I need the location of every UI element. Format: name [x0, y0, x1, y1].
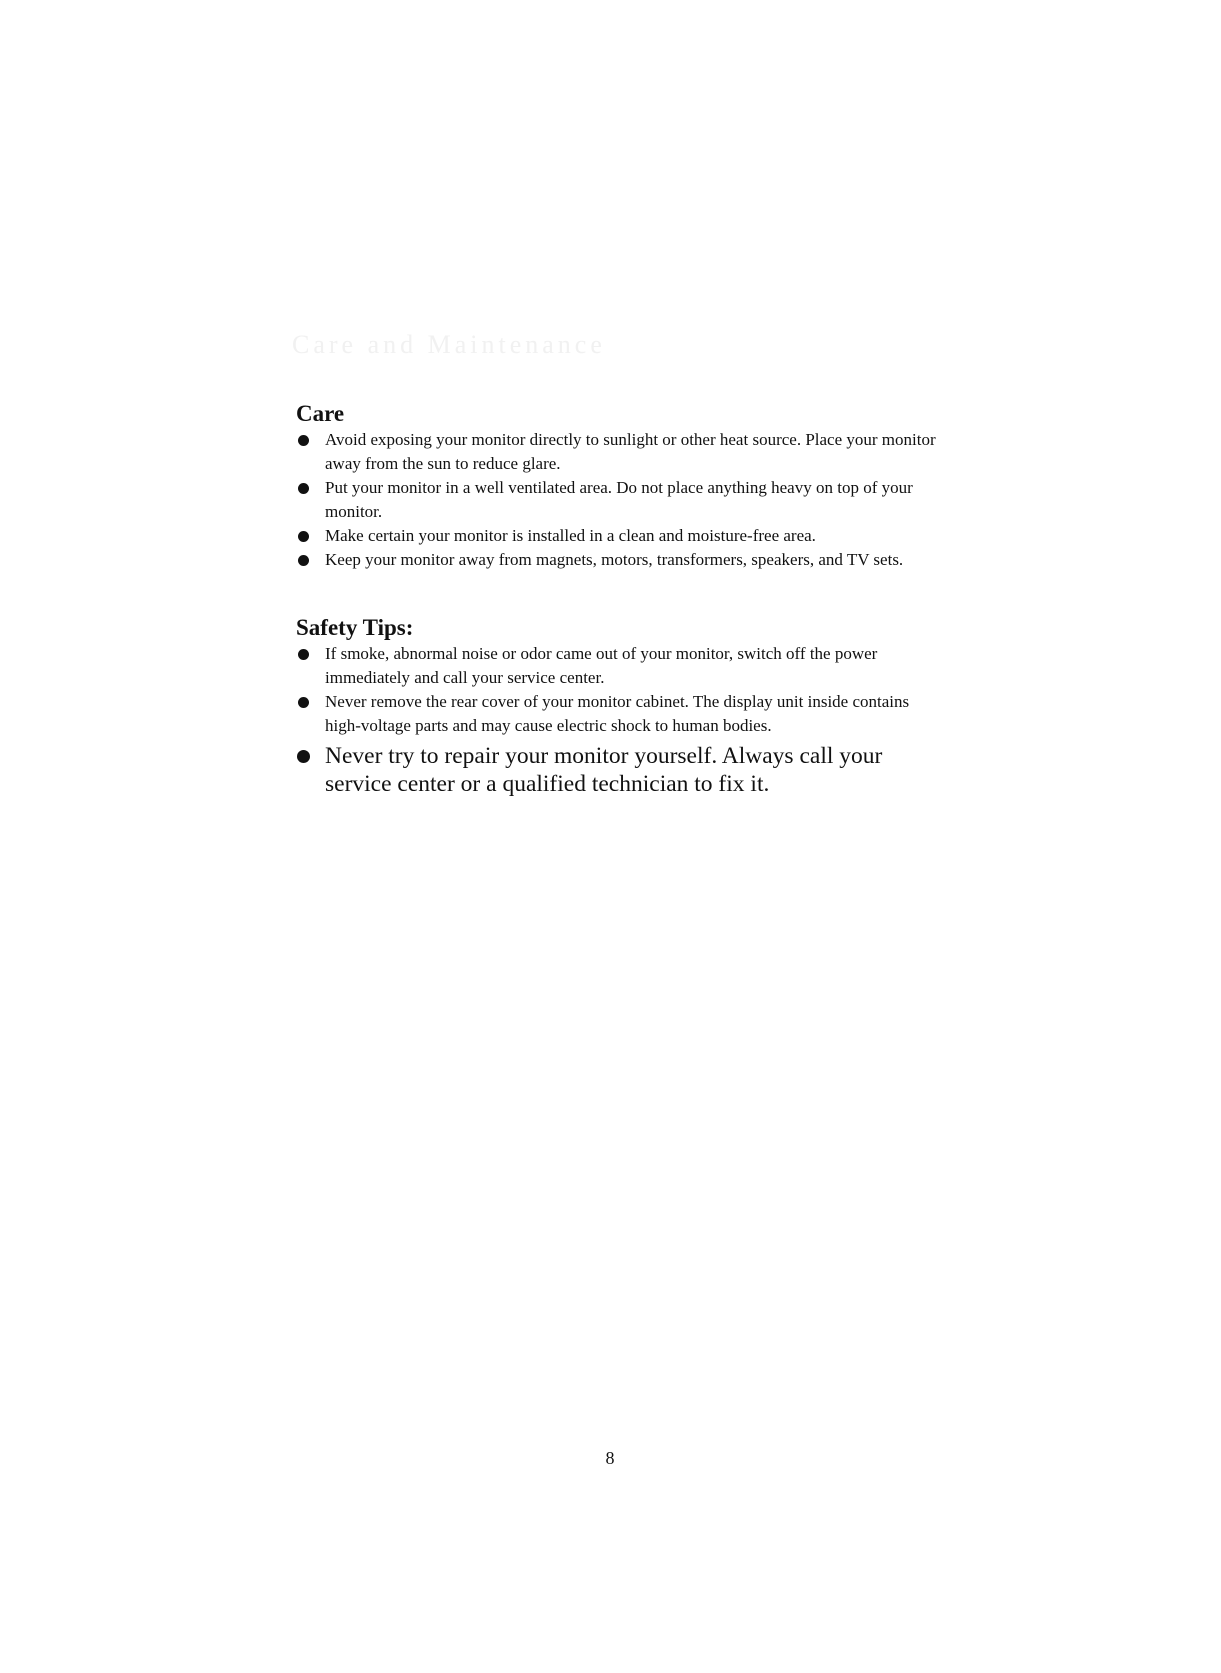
safety-item-text: Never remove the rear cover of your monitor cabinet. The display unit inside contains high-voltage parts and may cause electric shock to human bodies.: [325, 692, 910, 735]
care-item-text: Avoid exposing your monitor directly to sunlight or other heat source. Place your monitor away from the sun to reduce glare.: [325, 430, 936, 473]
bullet-icon: [298, 531, 309, 542]
list-item: [296, 642, 936, 690]
bullet-icon: [298, 435, 309, 446]
list-item: [296, 690, 936, 738]
safety-list: [296, 642, 936, 798]
safety-section: [296, 614, 936, 798]
list-item: [296, 428, 936, 476]
safety-item-text: Never try to repair your monitor yourself. Always call your service center or a qualified technician to fix it.: [325, 743, 883, 797]
bullet-icon: [298, 483, 309, 494]
care-list: [296, 428, 936, 572]
care-heading: Care: [296, 401, 345, 426]
care-item-text: Put your monitor in a well ventilated area. Do not place anything heavy on top of your monitor.: [325, 478, 913, 521]
list-item: [296, 548, 936, 572]
list-item: [296, 476, 936, 524]
bullet-icon: [298, 697, 309, 708]
safety-heading: Safety Tips:: [296, 615, 414, 640]
care-section: [296, 400, 936, 572]
page-number: 8: [605, 1448, 615, 1468]
care-item-text: Make certain your monitor is installed in a clean and moisture-free area.: [325, 526, 816, 545]
list-item: [296, 524, 936, 548]
list-item: [296, 742, 936, 798]
bullet-icon: [297, 750, 310, 763]
care-item-text: Keep your monitor away from magnets, motors, transformers, speakers, and TV sets.: [325, 550, 904, 569]
faded-section-heading: Care and Maintenance: [292, 330, 606, 359]
bullet-icon: [298, 649, 309, 660]
safety-item-text: If smoke, abnormal noise or odor came out of your monitor, switch off the power immediately and call your service center.: [325, 644, 878, 687]
bullet-icon: [298, 555, 309, 566]
